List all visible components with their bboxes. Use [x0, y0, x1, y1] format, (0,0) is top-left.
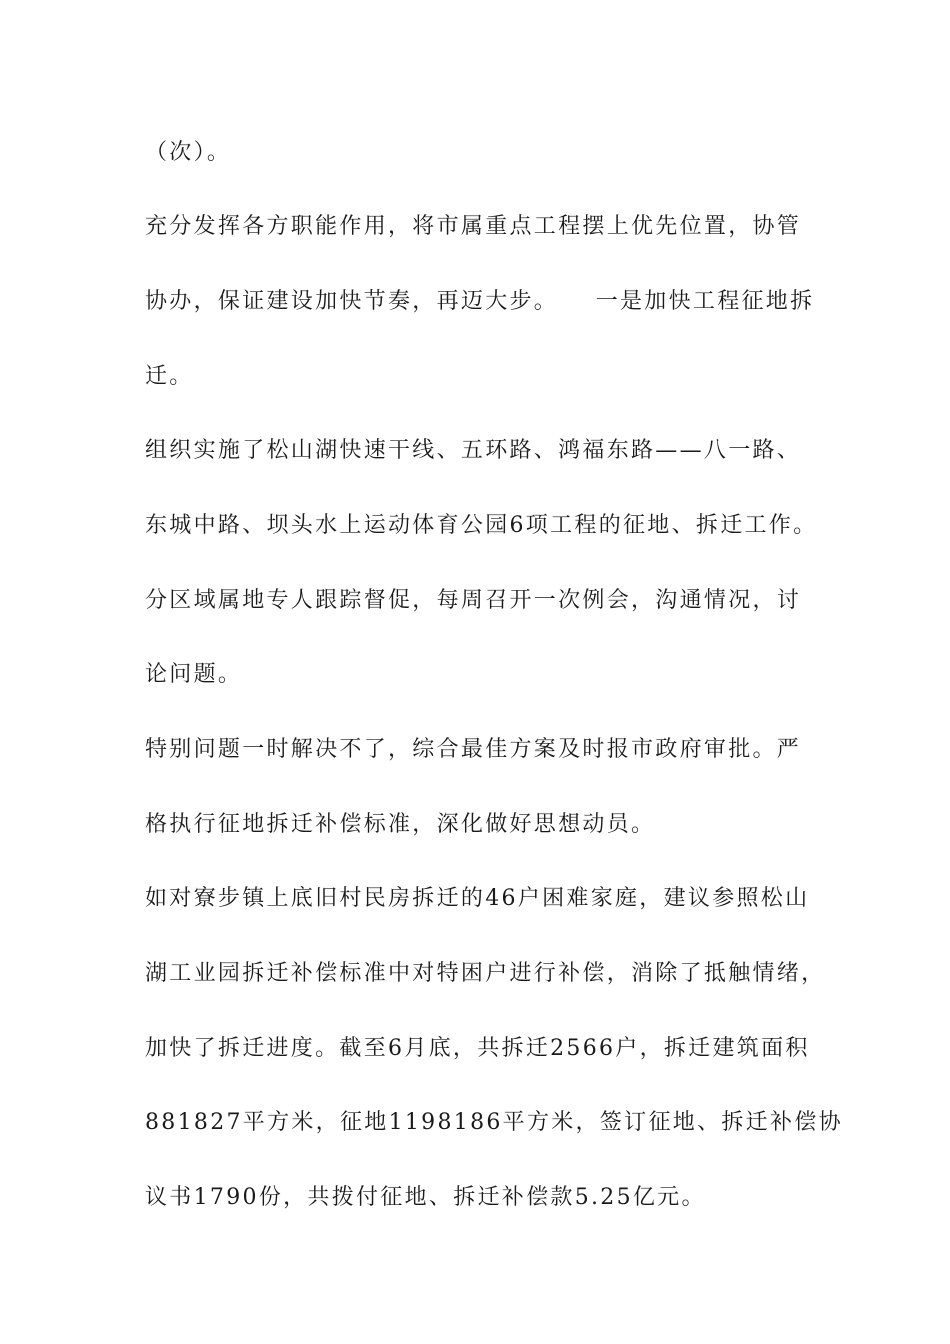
text-line: 协办，保证建设加快节奏，再迈大步。 一是加快工程征地拆 — [145, 289, 815, 314]
text-line: 组织实施了松山湖快速干线、五环路、鸿福东路——八一路、 — [145, 438, 802, 463]
text-line: 分区域属地专人跟踪督促，每周召开一次例会，沟通情况，讨 — [145, 588, 802, 613]
text-line: 如对寮步镇上底旧村民房拆迁的46户困难家庭，建议参照松山 — [145, 886, 810, 911]
text-line: 迁。 — [145, 364, 194, 389]
text-line: 格执行征地拆迁补偿标准，深化做好思想动员。 — [145, 812, 656, 837]
text-line: 湖工业园拆迁补偿标准中对特困户进行补偿，消除了抵触情绪， — [145, 961, 826, 986]
text-line: （次）。 — [145, 140, 232, 165]
text-line: 充分发挥各方职能作用，将市属重点工程摆上优先位置，协管 — [145, 214, 802, 239]
text-line: 加快了拆迁进度。截至6月底，共拆迁2566户，拆迁建筑面积 — [145, 1036, 810, 1061]
text-line: 议书1790份，共拨付征地、拆迁补偿款5.25亿元。 — [145, 1185, 706, 1210]
text-line: 论问题。 — [145, 662, 243, 687]
text-line: 特别问题一时解决不了，综合最佳方案及时报市政府审批。严 — [145, 737, 802, 762]
text-line: 881827平方米，征地1198186平方米，签订征地、拆迁补偿协 — [145, 1110, 843, 1135]
text-line: 东城中路、坝头水上运动体育公园6项工程的征地、拆迁工作。 — [145, 513, 818, 538]
